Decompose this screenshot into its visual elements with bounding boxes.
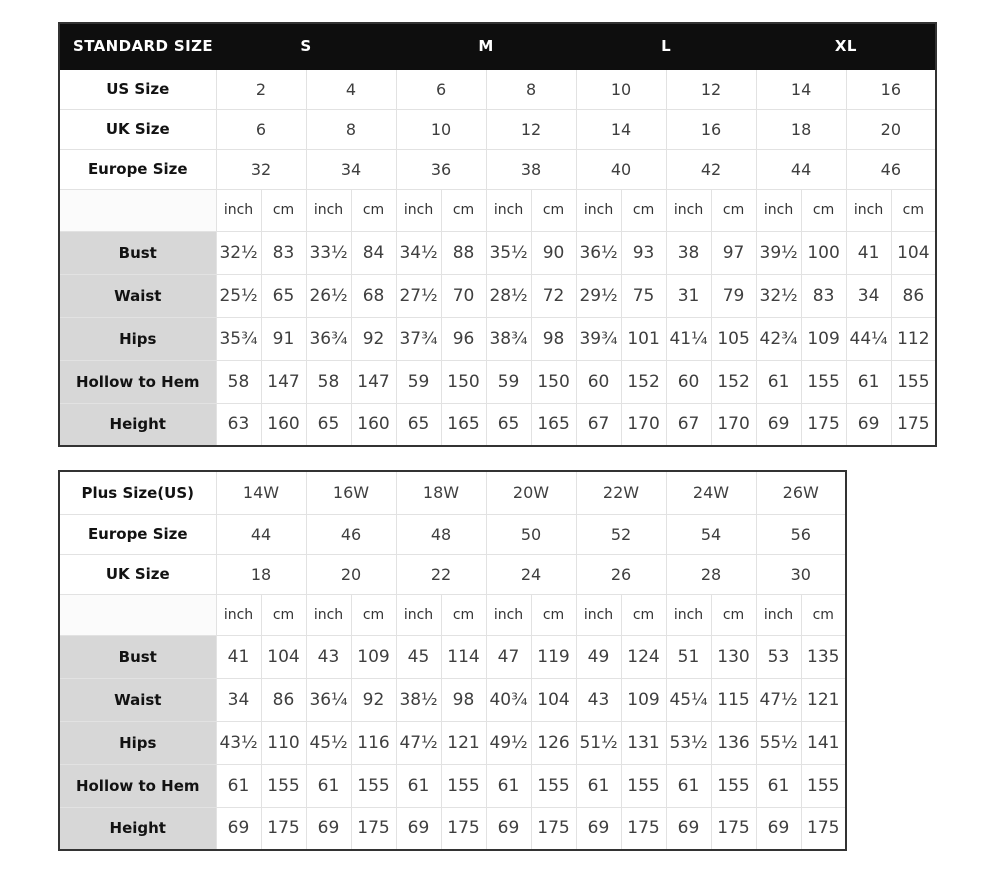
size-value-cell: 36 <box>396 149 486 189</box>
size-value-cell: 4 <box>306 69 396 109</box>
measure-value-cell: 25½ <box>216 274 261 317</box>
measure-value-cell: 165 <box>441 403 486 446</box>
size-value-cell: 14W <box>216 471 306 514</box>
measure-value-cell: 32½ <box>216 231 261 274</box>
measure-label: Bust <box>59 231 216 274</box>
size-value-cell: 14 <box>756 69 846 109</box>
measure-value-cell: 69 <box>666 807 711 850</box>
size-value-cell: 14 <box>576 109 666 149</box>
measure-value-cell: 47 <box>486 635 531 678</box>
size-value-cell: 6 <box>396 69 486 109</box>
size-value-cell: 10 <box>396 109 486 149</box>
measure-value-cell: 136 <box>711 721 756 764</box>
measure-value-cell: 131 <box>621 721 666 764</box>
measure-value-cell: 84 <box>351 231 396 274</box>
measure-value-cell: 59 <box>396 360 441 403</box>
measure-value-cell: 51½ <box>576 721 621 764</box>
measure-value-cell: 150 <box>441 360 486 403</box>
measure-value-cell: 155 <box>441 764 486 807</box>
measure-value-cell: 175 <box>621 807 666 850</box>
measure-value-cell: 114 <box>441 635 486 678</box>
size-value-cell: 44 <box>216 514 306 554</box>
measure-label: Height <box>59 403 216 446</box>
unit-cell: inch <box>486 189 531 231</box>
size-value-cell: 10 <box>576 69 666 109</box>
size-value-cell: 46 <box>846 149 936 189</box>
measure-value-cell: 40¾ <box>486 678 531 721</box>
measure-value-cell: 60 <box>666 360 711 403</box>
measure-value-cell: 155 <box>891 360 936 403</box>
row-label: US Size <box>59 69 216 109</box>
measure-value-cell: 170 <box>621 403 666 446</box>
measure-label: Hips <box>59 317 216 360</box>
unit-cell: inch <box>216 189 261 231</box>
unit-cell: inch <box>576 594 621 635</box>
row-label: UK Size <box>59 109 216 149</box>
measure-label: Hollow to Hem <box>59 360 216 403</box>
measure-value-cell: 61 <box>306 764 351 807</box>
measure-value-cell: 29½ <box>576 274 621 317</box>
size-value-cell: 26 <box>576 554 666 594</box>
measure-value-cell: 43 <box>576 678 621 721</box>
table-header-row <box>59 23 936 69</box>
unit-cell: cm <box>621 189 666 231</box>
size-value-cell: 30 <box>756 554 846 594</box>
size-row <box>59 109 936 149</box>
measure-value-cell: 43 <box>306 635 351 678</box>
measure-value-cell: 61 <box>756 360 801 403</box>
measure-value-cell: 110 <box>261 721 306 764</box>
measure-value-cell: 38¾ <box>486 317 531 360</box>
size-value-cell: 20 <box>306 554 396 594</box>
measure-value-cell: 109 <box>351 635 396 678</box>
measure-value-cell: 44¼ <box>846 317 891 360</box>
measure-label: Waist <box>59 274 216 317</box>
measure-value-cell: 175 <box>711 807 756 850</box>
measure-value-cell: 69 <box>846 403 891 446</box>
unit-row <box>59 594 846 635</box>
size-value-cell: 16 <box>666 109 756 149</box>
measure-value-cell: 175 <box>891 403 936 446</box>
size-value-cell: 20W <box>486 471 576 514</box>
measure-value-cell: 26½ <box>306 274 351 317</box>
measure-value-cell: 41 <box>216 635 261 678</box>
measure-value-cell: 49 <box>576 635 621 678</box>
measure-value-cell: 59 <box>486 360 531 403</box>
measure-value-cell: 83 <box>801 274 846 317</box>
measure-value-cell: 69 <box>306 807 351 850</box>
measure-value-cell: 109 <box>621 678 666 721</box>
measure-value-cell: 42¾ <box>756 317 801 360</box>
unit-cell: inch <box>306 594 351 635</box>
measure-value-cell: 28½ <box>486 274 531 317</box>
measure-value-cell: 121 <box>801 678 846 721</box>
measure-value-cell: 34½ <box>396 231 441 274</box>
measure-value-cell: 165 <box>531 403 576 446</box>
measure-value-cell: 147 <box>261 360 306 403</box>
measure-value-cell: 155 <box>621 764 666 807</box>
unit-cell: inch <box>756 189 801 231</box>
unit-cell: cm <box>621 594 666 635</box>
measure-value-cell: 104 <box>891 231 936 274</box>
measure-value-cell: 104 <box>531 678 576 721</box>
measure-value-cell: 53½ <box>666 721 711 764</box>
measure-value-cell: 152 <box>621 360 666 403</box>
size-row <box>59 554 846 594</box>
unit-cell: inch <box>486 594 531 635</box>
measure-label: Hollow to Hem <box>59 764 216 807</box>
measure-value-cell: 61 <box>576 764 621 807</box>
measure-value-cell: 36¼ <box>306 678 351 721</box>
measure-value-cell: 69 <box>756 807 801 850</box>
measure-value-cell: 97 <box>711 231 756 274</box>
size-value-cell: 24 <box>486 554 576 594</box>
size-value-cell: 2 <box>216 69 306 109</box>
size-value-cell: 56 <box>756 514 846 554</box>
measure-value-cell: 160 <box>261 403 306 446</box>
row-label: Europe Size <box>59 149 216 189</box>
row-label: Europe Size <box>59 514 216 554</box>
unit-cell: inch <box>846 189 891 231</box>
unit-cell: cm <box>801 594 846 635</box>
measure-value-cell: 45½ <box>306 721 351 764</box>
measure-value-cell: 175 <box>441 807 486 850</box>
measure-value-cell: 98 <box>531 317 576 360</box>
measure-row <box>59 360 936 403</box>
measure-value-cell: 93 <box>621 231 666 274</box>
measure-value-cell: 39½ <box>756 231 801 274</box>
measure-value-cell: 79 <box>711 274 756 317</box>
plus-size-table <box>58 470 847 851</box>
size-value-cell: 22 <box>396 554 486 594</box>
measure-value-cell: 100 <box>801 231 846 274</box>
size-value-cell: 48 <box>396 514 486 554</box>
size-row <box>59 149 936 189</box>
measure-value-cell: 35½ <box>486 231 531 274</box>
measure-value-cell: 98 <box>441 678 486 721</box>
size-value-cell: 16 <box>846 69 936 109</box>
size-value-cell: 40 <box>576 149 666 189</box>
measure-value-cell: 121 <box>441 721 486 764</box>
unit-cell: inch <box>396 189 441 231</box>
size-value-cell: 46 <box>306 514 396 554</box>
measure-value-cell: 126 <box>531 721 576 764</box>
measure-value-cell: 72 <box>531 274 576 317</box>
size-value-cell: 16W <box>306 471 396 514</box>
unit-cell: cm <box>261 594 306 635</box>
measure-value-cell: 135 <box>801 635 846 678</box>
measure-value-cell: 105 <box>711 317 756 360</box>
measure-value-cell: 65 <box>486 403 531 446</box>
measure-value-cell: 49½ <box>486 721 531 764</box>
measure-value-cell: 175 <box>261 807 306 850</box>
size-group-header: M <box>396 23 576 69</box>
measure-value-cell: 65 <box>261 274 306 317</box>
measure-value-cell: 119 <box>531 635 576 678</box>
measure-value-cell: 69 <box>396 807 441 850</box>
measure-label: Hips <box>59 721 216 764</box>
measure-value-cell: 53 <box>756 635 801 678</box>
measure-value-cell: 88 <box>441 231 486 274</box>
measure-value-cell: 47½ <box>396 721 441 764</box>
measure-value-cell: 155 <box>801 764 846 807</box>
measure-value-cell: 141 <box>801 721 846 764</box>
standard-size-table <box>58 22 937 447</box>
unit-cell: inch <box>576 189 621 231</box>
measure-value-cell: 104 <box>261 635 306 678</box>
measure-value-cell: 155 <box>351 764 396 807</box>
row-label: UK Size <box>59 554 216 594</box>
measure-value-cell: 67 <box>576 403 621 446</box>
size-value-cell: 38 <box>486 149 576 189</box>
measure-value-cell: 38½ <box>396 678 441 721</box>
size-value-cell: 20 <box>846 109 936 149</box>
measure-value-cell: 83 <box>261 231 306 274</box>
measure-value-cell: 32½ <box>756 274 801 317</box>
unit-cell: inch <box>666 594 711 635</box>
size-value-cell: 8 <box>486 69 576 109</box>
measure-value-cell: 101 <box>621 317 666 360</box>
unit-cell: inch <box>396 594 441 635</box>
measure-value-cell: 61 <box>396 764 441 807</box>
measure-value-cell: 41¼ <box>666 317 711 360</box>
unit-corner-cell <box>59 189 216 231</box>
unit-cell: cm <box>261 189 306 231</box>
measure-value-cell: 51 <box>666 635 711 678</box>
size-group-header: L <box>576 23 756 69</box>
measure-value-cell: 175 <box>531 807 576 850</box>
measure-value-cell: 155 <box>531 764 576 807</box>
size-row <box>59 471 846 514</box>
measure-value-cell: 90 <box>531 231 576 274</box>
measure-value-cell: 86 <box>261 678 306 721</box>
measure-value-cell: 35¾ <box>216 317 261 360</box>
measure-value-cell: 69 <box>576 807 621 850</box>
measure-value-cell: 115 <box>711 678 756 721</box>
unit-cell: cm <box>441 594 486 635</box>
measure-value-cell: 65 <box>396 403 441 446</box>
unit-cell: cm <box>441 189 486 231</box>
size-value-cell: 34 <box>306 149 396 189</box>
measure-value-cell: 61 <box>486 764 531 807</box>
measure-value-cell: 34 <box>216 678 261 721</box>
measure-value-cell: 27½ <box>396 274 441 317</box>
measure-value-cell: 61 <box>756 764 801 807</box>
size-value-cell: 44 <box>756 149 846 189</box>
measure-value-cell: 55½ <box>756 721 801 764</box>
size-row <box>59 514 846 554</box>
measure-value-cell: 45¼ <box>666 678 711 721</box>
measure-value-cell: 37¾ <box>396 317 441 360</box>
measure-value-cell: 170 <box>711 403 756 446</box>
size-value-cell: 24W <box>666 471 756 514</box>
size-value-cell: 18 <box>216 554 306 594</box>
unit-cell: inch <box>306 189 351 231</box>
size-value-cell: 22W <box>576 471 666 514</box>
measure-label: Bust <box>59 635 216 678</box>
measure-value-cell: 152 <box>711 360 756 403</box>
size-value-cell: 12 <box>666 69 756 109</box>
measure-value-cell: 86 <box>891 274 936 317</box>
unit-row <box>59 189 936 231</box>
measure-value-cell: 116 <box>351 721 396 764</box>
measure-value-cell: 68 <box>351 274 396 317</box>
size-value-cell: 18W <box>396 471 486 514</box>
measure-value-cell: 91 <box>261 317 306 360</box>
size-value-cell: 26W <box>756 471 846 514</box>
measure-value-cell: 58 <box>216 360 261 403</box>
measure-value-cell: 61 <box>666 764 711 807</box>
measure-value-cell: 92 <box>351 317 396 360</box>
measure-value-cell: 34 <box>846 274 891 317</box>
size-value-cell: 6 <box>216 109 306 149</box>
measure-value-cell: 175 <box>801 807 846 850</box>
measure-value-cell: 69 <box>756 403 801 446</box>
measure-value-cell: 65 <box>306 403 351 446</box>
measure-value-cell: 155 <box>261 764 306 807</box>
measure-value-cell: 96 <box>441 317 486 360</box>
unit-cell: cm <box>711 189 756 231</box>
size-group-header: XL <box>756 23 936 69</box>
measure-value-cell: 36½ <box>576 231 621 274</box>
measure-label: Height <box>59 807 216 850</box>
measure-value-cell: 43½ <box>216 721 261 764</box>
measure-value-cell: 69 <box>486 807 531 850</box>
measure-value-cell: 112 <box>891 317 936 360</box>
unit-cell: cm <box>711 594 756 635</box>
size-row <box>59 69 936 109</box>
measure-value-cell: 155 <box>801 360 846 403</box>
measure-value-cell: 39¾ <box>576 317 621 360</box>
measure-value-cell: 31 <box>666 274 711 317</box>
measure-value-cell: 147 <box>351 360 396 403</box>
measure-value-cell: 175 <box>801 403 846 446</box>
unit-cell: cm <box>891 189 936 231</box>
size-value-cell: 32 <box>216 149 306 189</box>
measure-value-cell: 60 <box>576 360 621 403</box>
measure-row <box>59 403 936 446</box>
measure-value-cell: 33½ <box>306 231 351 274</box>
unit-cell: cm <box>351 594 396 635</box>
size-value-cell: 52 <box>576 514 666 554</box>
unit-cell: cm <box>351 189 396 231</box>
measure-label: Waist <box>59 678 216 721</box>
unit-cell: cm <box>801 189 846 231</box>
measure-value-cell: 36¾ <box>306 317 351 360</box>
measure-value-cell: 63 <box>216 403 261 446</box>
measure-row <box>59 274 936 317</box>
measure-value-cell: 69 <box>216 807 261 850</box>
unit-cell: inch <box>216 594 261 635</box>
size-value-cell: 12 <box>486 109 576 149</box>
table-title: STANDARD SIZE <box>59 23 216 69</box>
size-value-cell: 42 <box>666 149 756 189</box>
measure-row <box>59 721 846 764</box>
unit-cell: cm <box>531 594 576 635</box>
unit-cell: inch <box>666 189 711 231</box>
measure-value-cell: 47½ <box>756 678 801 721</box>
size-value-cell: 54 <box>666 514 756 554</box>
measure-value-cell: 61 <box>846 360 891 403</box>
row-label: Plus Size(US) <box>59 471 216 514</box>
measure-value-cell: 75 <box>621 274 666 317</box>
unit-cell: inch <box>756 594 801 635</box>
measure-value-cell: 67 <box>666 403 711 446</box>
measure-value-cell: 109 <box>801 317 846 360</box>
measure-value-cell: 41 <box>846 231 891 274</box>
measure-value-cell: 150 <box>531 360 576 403</box>
unit-cell: cm <box>531 189 576 231</box>
measure-value-cell: 160 <box>351 403 396 446</box>
measure-row <box>59 764 846 807</box>
measure-value-cell: 92 <box>351 678 396 721</box>
measure-row <box>59 807 846 850</box>
measure-value-cell: 155 <box>711 764 756 807</box>
measure-row <box>59 317 936 360</box>
measure-value-cell: 38 <box>666 231 711 274</box>
measure-value-cell: 124 <box>621 635 666 678</box>
measure-value-cell: 175 <box>351 807 396 850</box>
measure-value-cell: 58 <box>306 360 351 403</box>
size-value-cell: 28 <box>666 554 756 594</box>
measure-row <box>59 231 936 274</box>
size-value-cell: 50 <box>486 514 576 554</box>
size-value-cell: 8 <box>306 109 396 149</box>
measure-row <box>59 635 846 678</box>
unit-corner-cell <box>59 594 216 635</box>
size-value-cell: 18 <box>756 109 846 149</box>
size-group-header: S <box>216 23 396 69</box>
measure-value-cell: 70 <box>441 274 486 317</box>
measure-value-cell: 61 <box>216 764 261 807</box>
measure-row <box>59 678 846 721</box>
measure-value-cell: 45 <box>396 635 441 678</box>
measure-value-cell: 130 <box>711 635 756 678</box>
